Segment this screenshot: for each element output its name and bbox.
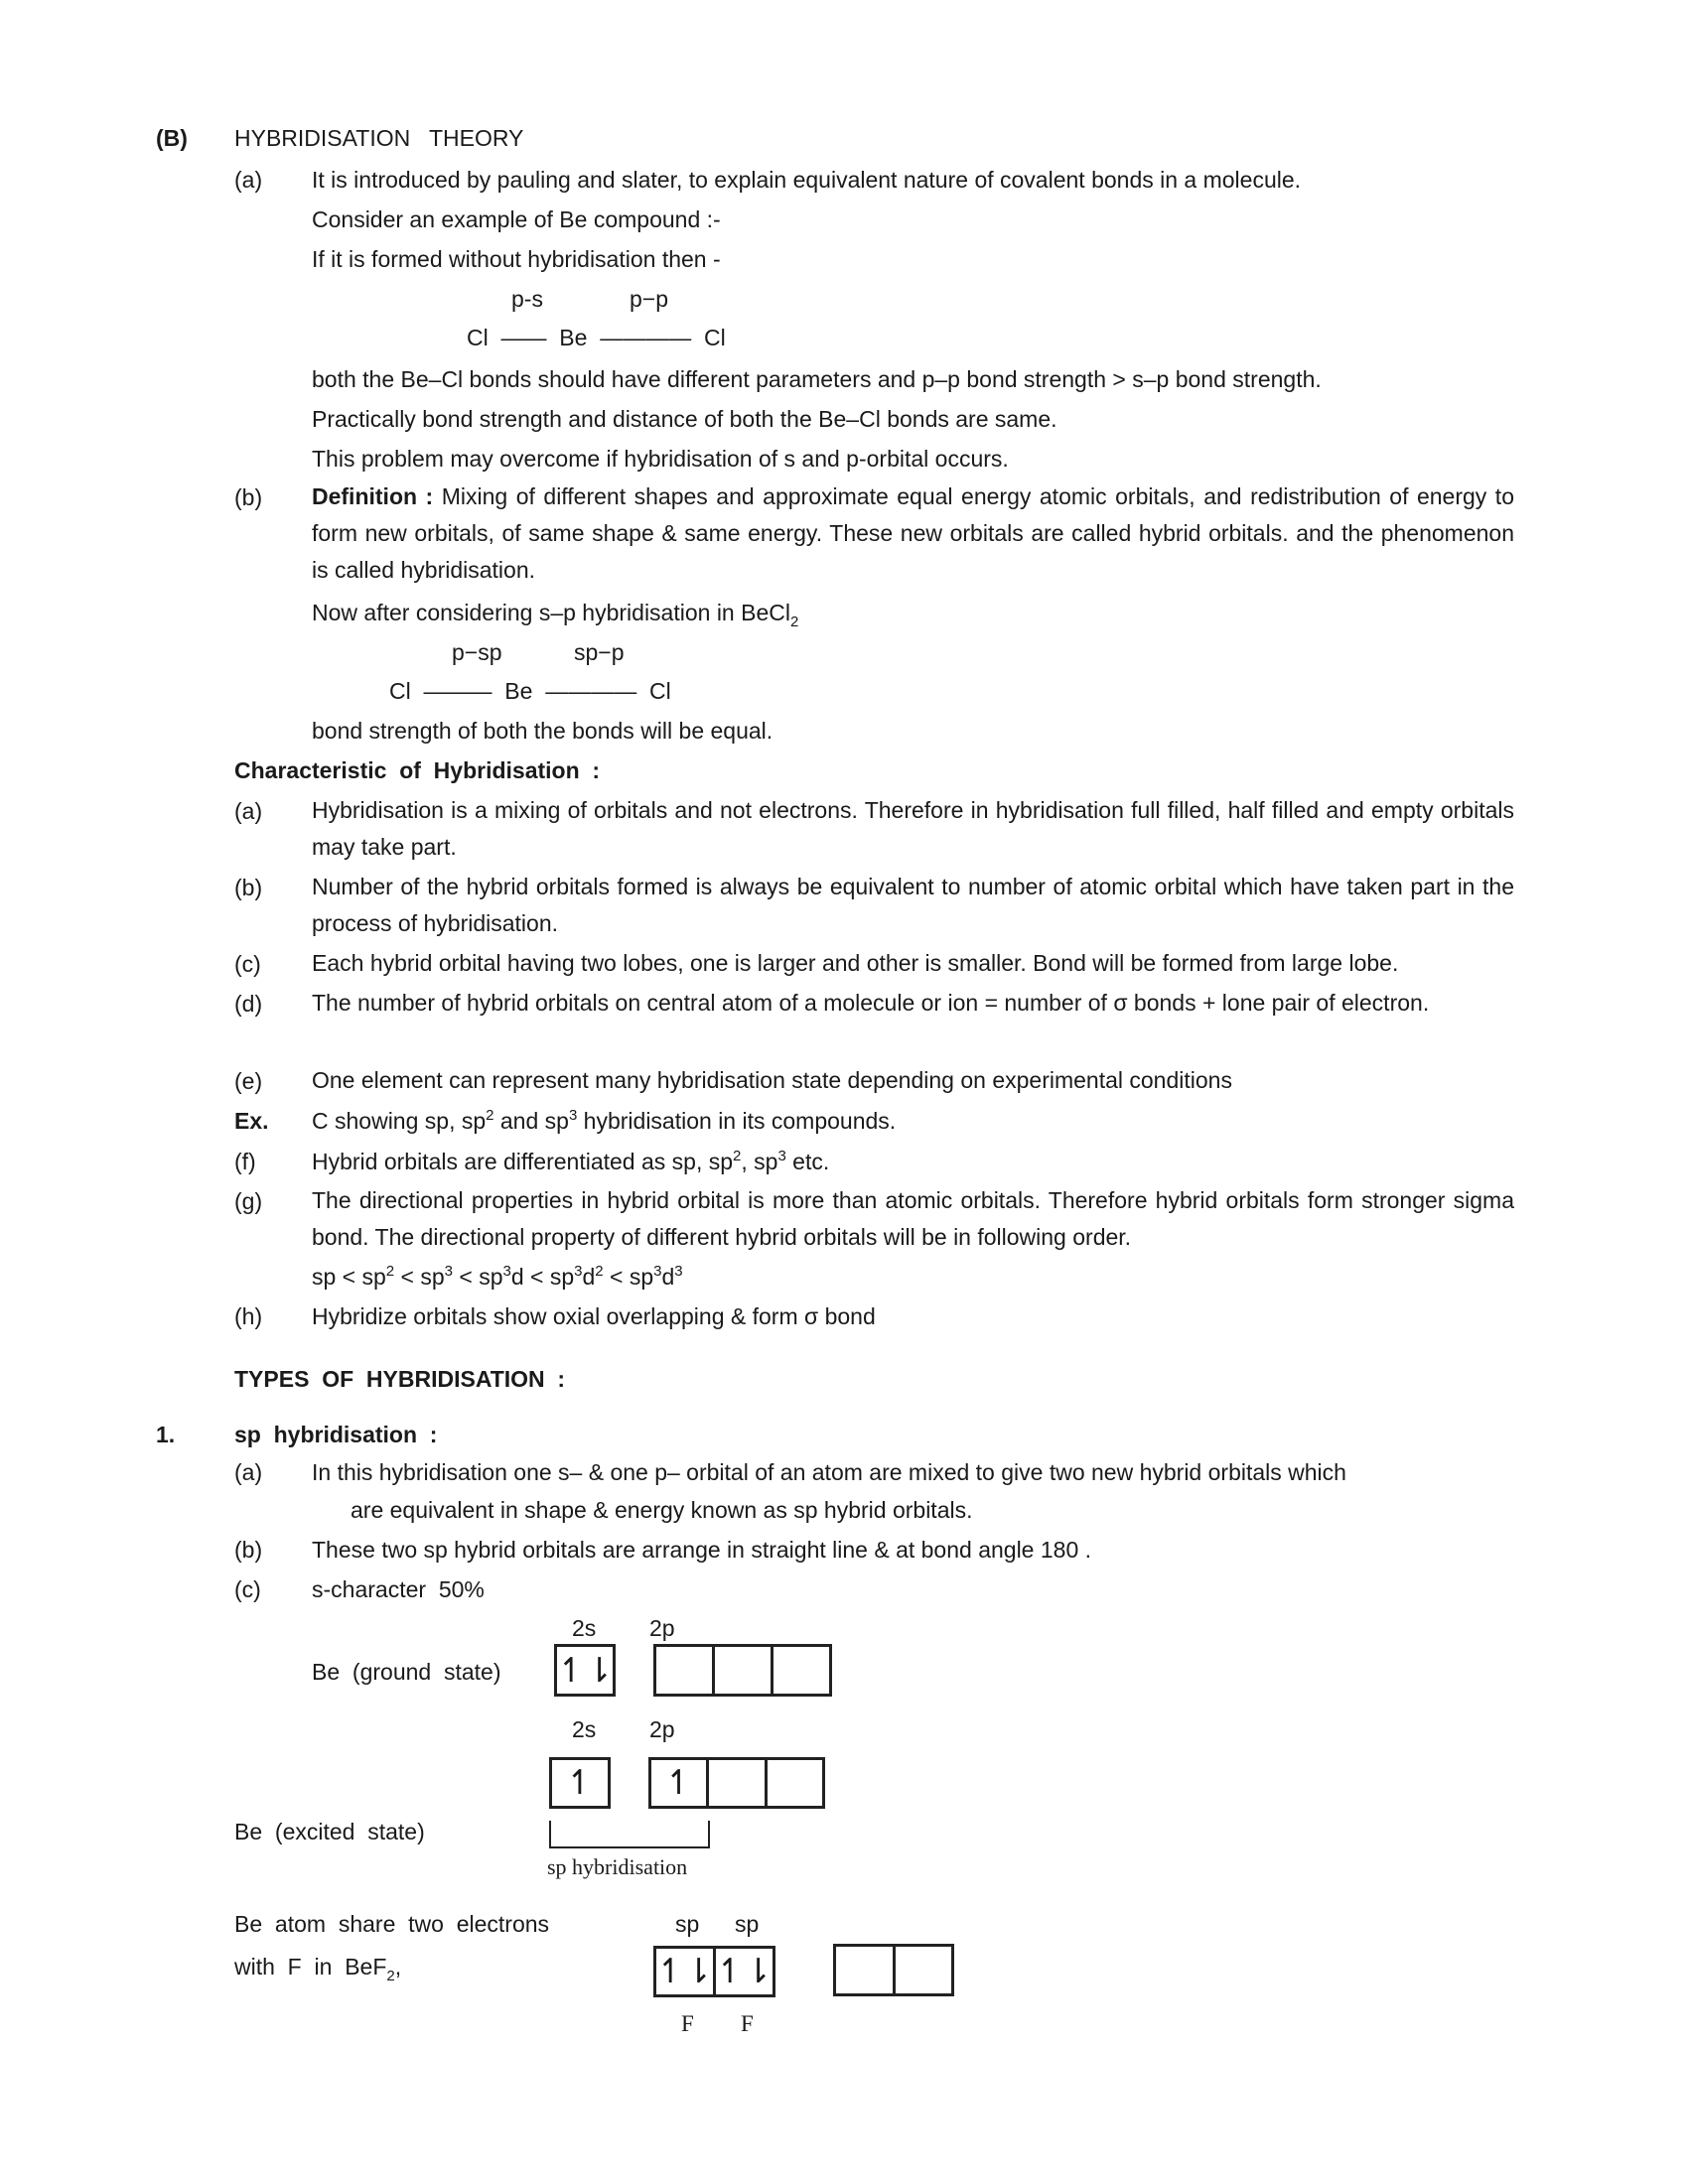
supscript: 2 xyxy=(486,1107,494,1124)
supscript: 3 xyxy=(674,1263,683,1280)
item-text: The directional properties in hybrid orbital is more than atomic orbitals. Therefore hybrid orbitals form stronger sigma bond. The directional property of different hybrid orbitals will be in following order. xyxy=(312,1187,1514,1250)
item-text: Number of the hybrid orbitals formed is always be equivalent to number of atomic orbital which have taken part in the process of hybridisation. xyxy=(312,874,1514,936)
electron-pair-arrows: ↿⇂ xyxy=(656,1949,716,1994)
section-number: 1. xyxy=(156,1422,176,1447)
orbital-box-2s xyxy=(554,1644,616,1697)
subheading: Characteristic of Hybridisation : xyxy=(234,757,601,783)
subheading: sp hybridisation : xyxy=(234,1422,438,1447)
order-text xyxy=(312,1258,683,1296)
text-segment: Hybrid orbitals are differentiated as sp, sp xyxy=(312,1149,734,1174)
item-text: The number of hybrid orbitals on central atom of a molecule or ion = number of σ bonds + lone pair of electron. xyxy=(312,990,1430,1016)
supscript: 3 xyxy=(502,1263,511,1280)
item-label: (b) xyxy=(234,1537,263,1563)
supscript: 3 xyxy=(444,1263,453,1280)
orbital-label-2s: 2s xyxy=(572,1716,597,1742)
text-line xyxy=(312,594,798,631)
text-segment: < sp xyxy=(453,1264,503,1290)
excited-state-label: Be (excited state) xyxy=(234,1819,425,1844)
fluorine-label: F xyxy=(741,2011,754,2036)
item-label: (a) xyxy=(234,167,263,193)
definition-paragraph xyxy=(312,478,1514,589)
item-label: (c) xyxy=(234,1576,261,1602)
item-label: (f) xyxy=(234,1149,256,1174)
supscript: 2 xyxy=(385,1263,395,1280)
text-line: It is introduced by pauling and slater, to explain equivalent nature of covalent bonds in a molecule. xyxy=(312,167,1302,193)
section-title: HYBRIDISATION THEORY xyxy=(234,125,524,151)
item-text: These two sp hybrid orbitals are arrange in straight line & at bond angle 180 . xyxy=(312,1537,1092,1563)
orbital-label-2p: 2p xyxy=(649,1716,675,1742)
text-segment: , sp xyxy=(741,1149,778,1174)
text-segment: C showing sp, sp xyxy=(312,1108,487,1134)
orbital-label-sp: sp xyxy=(735,1911,760,1937)
text-segment: d < sp xyxy=(510,1264,575,1290)
item-text: are equivalent in shape & energy known as sp hybrid orbitals. xyxy=(351,1497,973,1523)
section-label: (B) xyxy=(156,125,188,151)
supscript: 3 xyxy=(777,1148,786,1164)
supscript: 3 xyxy=(653,1263,662,1280)
bond-label: sp−p xyxy=(574,639,625,665)
item-label: (a) xyxy=(234,798,263,824)
definition-term: Definition : xyxy=(312,483,434,509)
item-text xyxy=(312,1143,829,1180)
text-line: If it is formed without hybridisation then - xyxy=(312,246,721,272)
ground-state-label: Be (ground state) xyxy=(312,1659,501,1685)
example-label: Ex. xyxy=(234,1108,269,1134)
text-segment: sp < sp xyxy=(312,1264,386,1290)
item-text: s-character 50% xyxy=(312,1576,485,1602)
item-label: (b) xyxy=(234,875,263,900)
subheading: TYPES OF HYBRIDISATION : xyxy=(234,1366,566,1392)
item-text: Hybridize orbitals show oxial overlapping & form σ bond xyxy=(312,1303,876,1329)
text-line xyxy=(234,1948,401,1985)
item-label: (c) xyxy=(234,951,261,977)
item-label: (a) xyxy=(234,1459,263,1485)
text-segment: < sp xyxy=(603,1264,654,1290)
sp-orbital-boxes xyxy=(653,1946,775,1997)
item-label: (h) xyxy=(234,1303,263,1329)
bracket-label: sp hybridisation xyxy=(547,1854,688,1879)
text-line: Consider an example of Be compound :- xyxy=(312,206,721,232)
item-text: Hybridisation is a mixing of orbitals and not electrons. Therefore in hybridisation full filled, half filled and empty orbitals may take part. xyxy=(312,797,1514,860)
orbital-label-2s: 2s xyxy=(572,1615,597,1641)
item-label: (e) xyxy=(234,1068,263,1094)
orbital-label-sp: sp xyxy=(675,1911,700,1937)
text-line: bond strength of both the bonds will be equal. xyxy=(312,718,774,744)
item-text: In this hybridisation one s– & one p– orbital of an atom are mixed to give two new hybrid orbitals which xyxy=(312,1459,1346,1485)
orbital-box-2p xyxy=(648,1757,825,1809)
bond-label: p-s xyxy=(511,286,543,312)
orbital-box-2s xyxy=(549,1757,611,1809)
text-segment: d xyxy=(661,1264,675,1290)
orbital-box-2p xyxy=(653,1644,832,1697)
item-label: (d) xyxy=(234,991,263,1017)
text-segment: , xyxy=(394,1954,402,1979)
item-text: One element can represent many hybridisation state depending on experimental conditions xyxy=(312,1067,1232,1093)
item-label: (g) xyxy=(234,1188,263,1214)
orbital-label-2p: 2p xyxy=(649,1615,675,1641)
hybridisation-bracket xyxy=(549,1821,710,1848)
definition-text: Mixing of different shapes and approximate equal energy atomic orbitals, and redistribution of energy to form new orbitals, of same shape & same energy. These new orbitals are called hybrid orbitals. and the phenomenon is called hybridisation. xyxy=(312,483,1514,583)
text-segment: d xyxy=(582,1264,596,1290)
text-segment: with F in BeF xyxy=(234,1954,387,1979)
electron-arrow: ↿ xyxy=(565,1763,595,1803)
item-label: (b) xyxy=(234,484,263,510)
supscript: 2 xyxy=(733,1148,742,1164)
text-line: Be atom share two electrons xyxy=(234,1911,550,1937)
text-line: This problem may overcome if hybridisation of s and p-orbital occurs. xyxy=(312,446,1009,472)
bond-label: p−p xyxy=(630,286,669,312)
supscript: 3 xyxy=(568,1107,578,1124)
subscript: 2 xyxy=(386,1968,395,1984)
text-line: Practically bond strength and distance of both the Be–Cl bonds are same. xyxy=(312,406,1057,432)
electron-pair-arrows: ↿⇂ xyxy=(716,1952,773,1991)
text-segment: etc. xyxy=(785,1149,830,1174)
example-text xyxy=(312,1102,896,1140)
supscript: 2 xyxy=(595,1263,604,1280)
subscript: 2 xyxy=(789,614,799,630)
text-line: both the Be–Cl bonds should have different parameters and p–p bond strength > s–p bond strength. xyxy=(312,366,1322,392)
text-segment: and sp xyxy=(493,1108,569,1134)
empty-p-orbital-boxes xyxy=(833,1944,954,1996)
text-segment: Now after considering s–p hybridisation in BeCl xyxy=(312,600,790,625)
supscript: 3 xyxy=(574,1263,583,1280)
fluorine-label: F xyxy=(681,2011,694,2036)
item-text: Each hybrid orbital having two lobes, one is larger and other is smaller. Bond will be formed from large lobe. xyxy=(312,950,1399,976)
becl2-formula: Cl —— Be ———— Cl xyxy=(467,325,726,350)
becl2-formula: Cl ——— Be ———— Cl xyxy=(389,678,671,704)
bond-label: p−sp xyxy=(452,639,502,665)
text-segment: < sp xyxy=(394,1264,445,1290)
text-segment: hybridisation in its compounds. xyxy=(577,1108,897,1134)
electron-pair-arrows: ↿⇂ xyxy=(557,1650,614,1691)
electron-arrow: ↿ xyxy=(651,1760,709,1806)
